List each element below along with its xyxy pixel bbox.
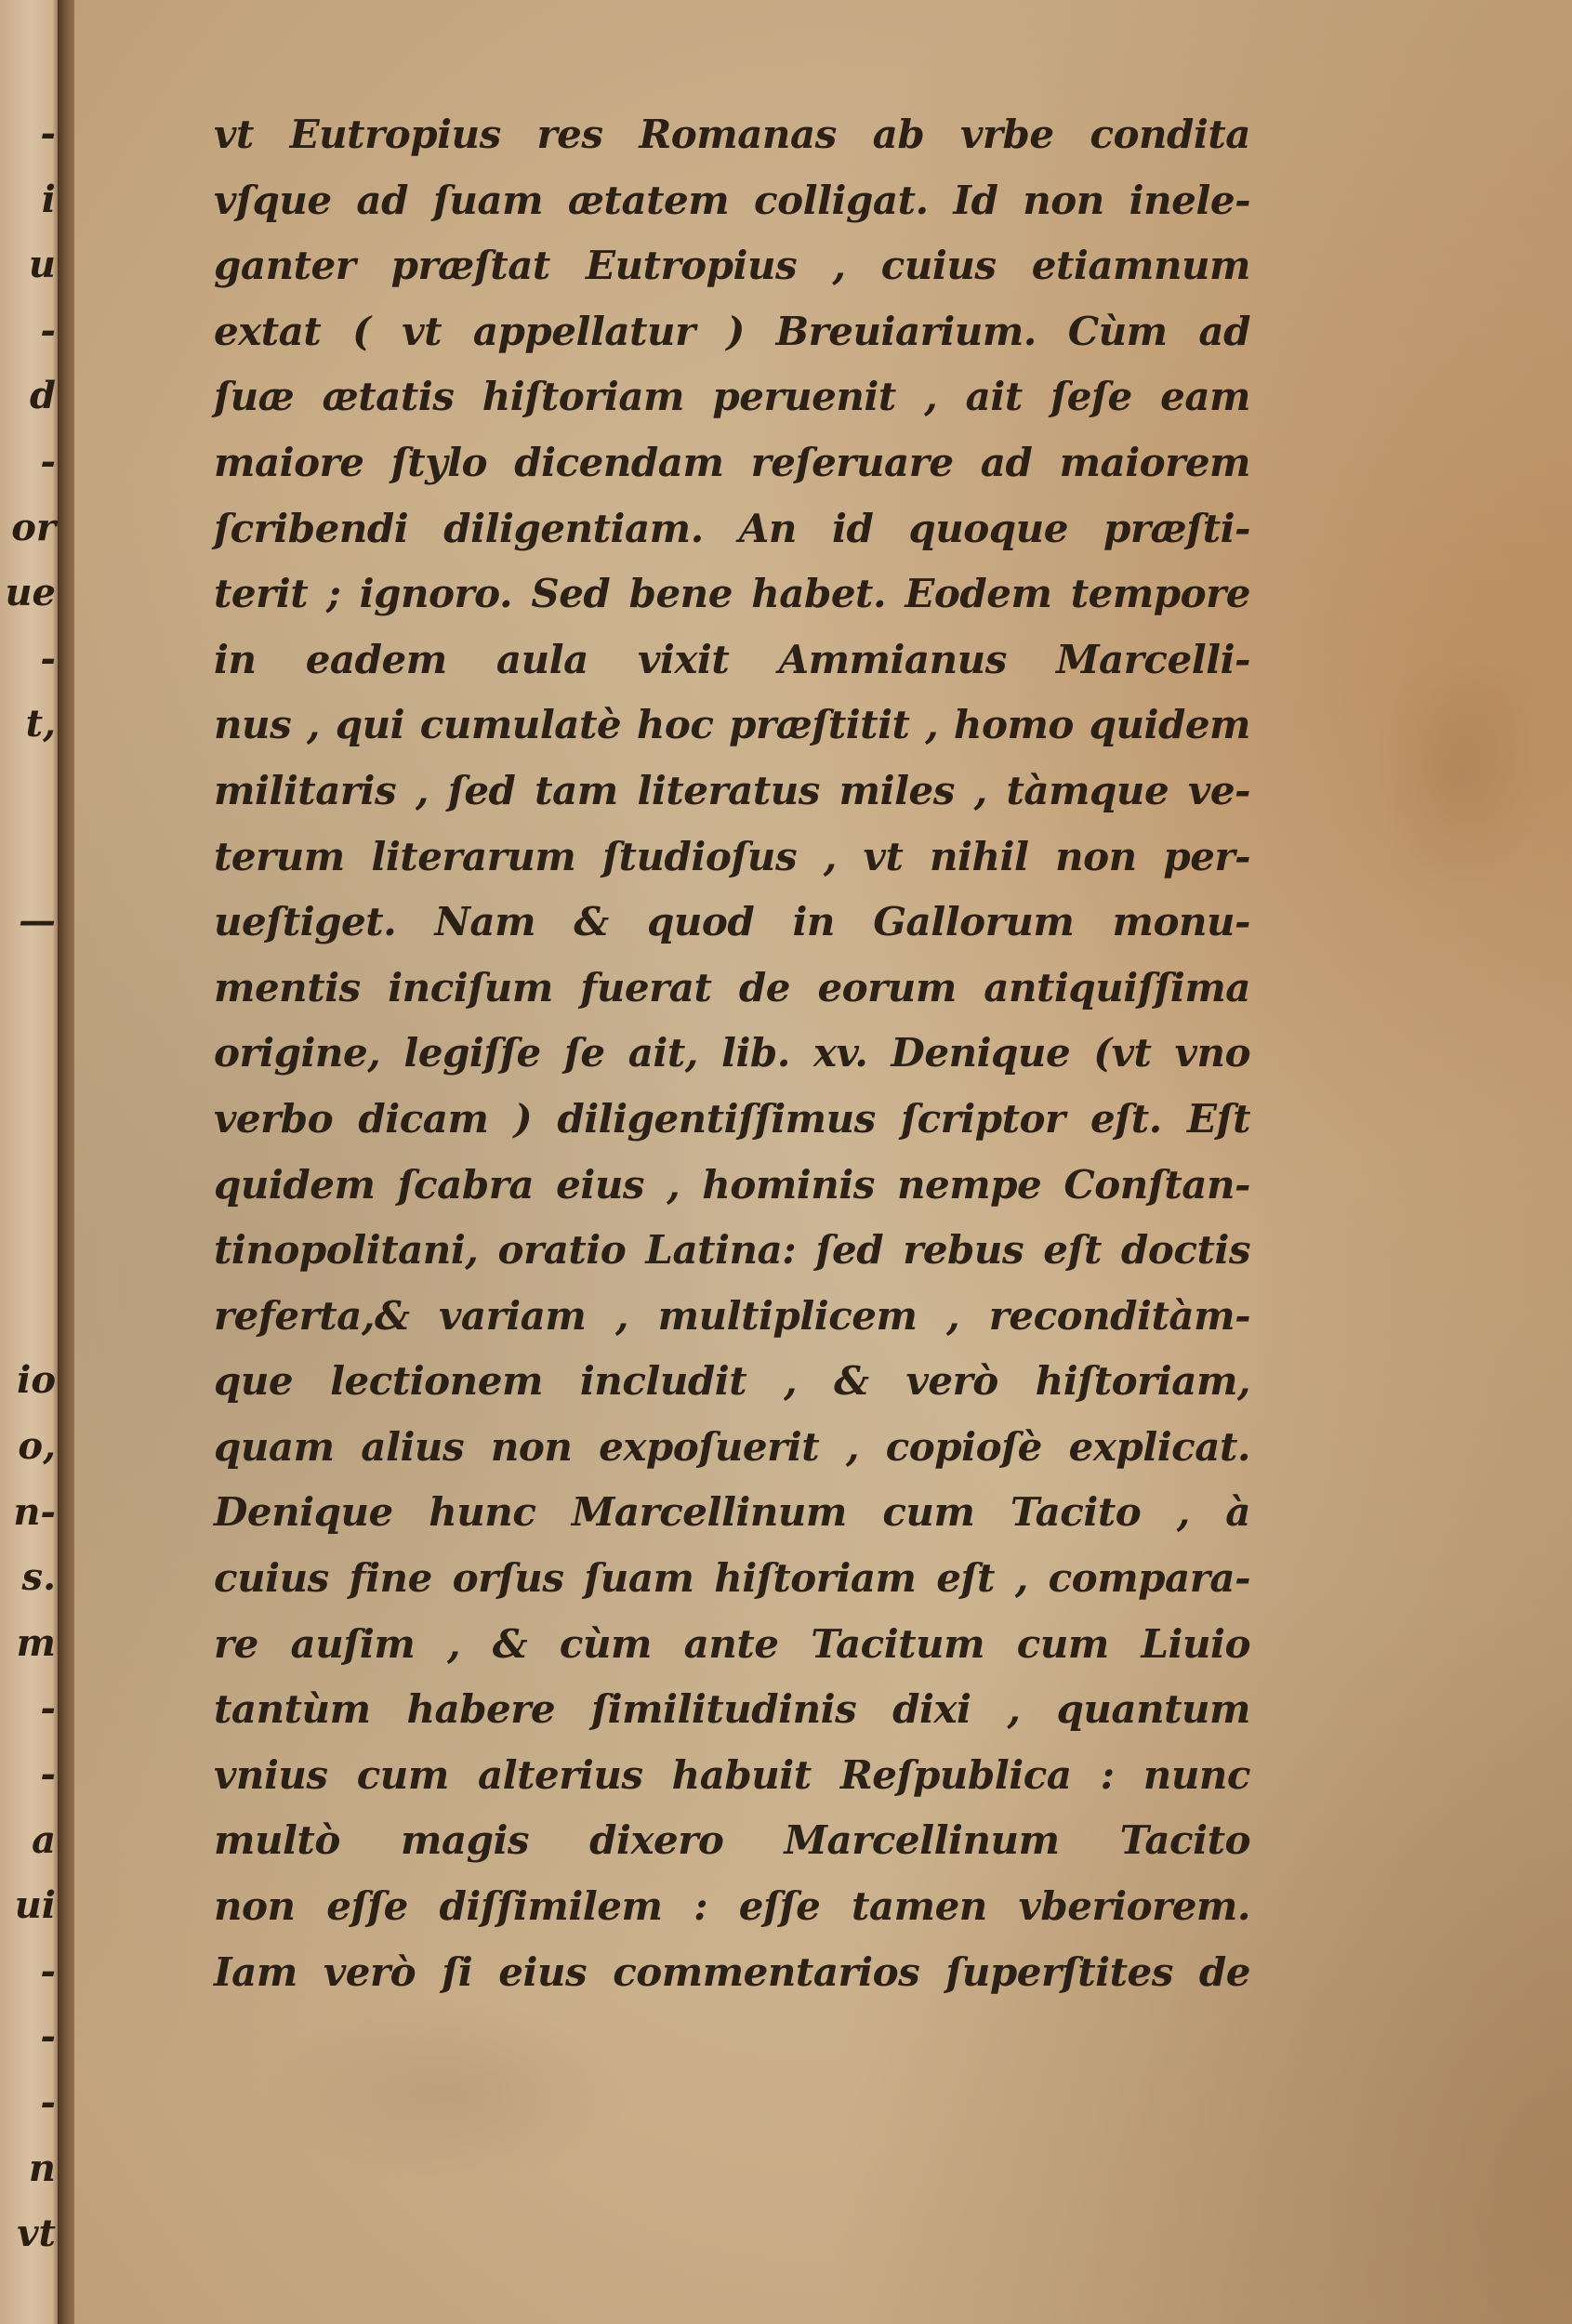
previous-page-fragment: a [32,1817,56,1862]
text-line: tinopolitani, oratio Latina: ſed rebus eſt doctis [214,1227,1250,1274]
previous-page-fragment: u [28,243,56,287]
text-line: quidem ſcabra eius , hominis nempe Conſtan- [214,1161,1250,1208]
previous-page-fragment: - [40,1752,56,1796]
text-line: nus , qui cumulatè hoc præſtitit , homo quidem [214,702,1250,748]
text-line: non eſſe diſſimilem : eſſe tamen vberiorem. [214,1883,1250,1930]
page [74,0,1572,2324]
text-line: re auſim , & cùm ante Tacitum cum Liuio [214,1620,1250,1667]
text-line: extat ( vt appellatur ) Breuiarium. Cùm ad [214,308,1250,354]
text-line: cuius fine orſus ſuam hiſtoriam eſt , compara- [214,1555,1250,1602]
text-line: mentis inciſum fuerat de eorum antiquiſſima [214,964,1250,1010]
text-line: Iam verò ſi eius commentarios ſuperſtites de [214,1948,1250,1995]
text-line: in eadem aula vixit Ammianus Marcelli- [214,636,1250,682]
previous-page-fragment: — [19,899,56,944]
previous-page-fragment: - [40,440,56,483]
text-line: terit ; ignoro. Sed bene habet. Eodem tempore [214,571,1250,617]
previous-page-edge [0,0,61,2324]
previous-page-fragment: ui [14,1883,56,1928]
text-line: vnius cum alterius habuit Reſpublica : nunc [214,1751,1250,1798]
text-line: ſcribendi diligentiam. An id quoque præſti- [214,505,1250,551]
previous-page-fragment: n- [13,1489,56,1534]
text-line: referta,& variam , multiplicem , reconditàm- [214,1292,1250,1339]
previous-page-fragment: m [16,1620,56,1665]
previous-page-fragment: t, [25,702,56,746]
previous-page-fragment: - [40,2080,56,2124]
text-line: terum literarum ſtudioſus , vt nihil non per- [214,833,1250,879]
text-line: vt Eutropius res Romanas ab vrbe condita [214,112,1250,157]
text-line: ueſtiget. Nam & quod in Gallorum monu- [214,899,1250,945]
previous-page-fragment: or [11,505,56,549]
text-line: origine, legiſſe ſe ait, lib. xv. Denique (vt vno [214,1030,1250,1076]
paper-stain [1376,651,1543,892]
previous-page-fragment: o, [18,1424,56,1468]
text-line: ganter præſtat Eutropius , cuius etiamnum [214,243,1250,289]
text-line: multò magis dixero Marcellinum Tacito [214,1817,1250,1864]
previous-page-fragment: - [40,1686,56,1731]
text-line: ſuæ ætatis hiſtoriam peruenit , ait ſeſe eam [214,374,1250,420]
text-line: quam alius non expoſuerit , copioſè explicat. [214,1423,1250,1470]
page-text [214,102,1250,2005]
previous-page-fragment: d [30,374,56,418]
previous-page-fragment: ue [5,571,56,615]
previous-page-fragment: - [40,308,56,352]
previous-page-fragment: - [40,1948,56,1993]
previous-page-fragment: io [17,1358,56,1403]
previous-page-fragment: vt [17,2212,56,2256]
previous-page-fragment: - [40,112,56,155]
previous-page-fragment: - [40,636,56,680]
previous-page-fragment: i [41,177,56,221]
text-line: tantùm habere ſimilitudinis dixi , quantum [214,1686,1250,1733]
text-line: vſque ad ſuam ætatem colligat. Id non inele- [214,177,1250,223]
text-line: Denique hunc Marcellinum cum Tacito , à [214,1489,1250,1536]
text-line: militaris , ſed tam literatus miles , tàmque ve- [214,767,1250,813]
previous-page-fragment: - [40,2014,56,2059]
text-line: que lectionem includit , & verò hiſtoriam, [214,1358,1250,1405]
previous-page-fragment: s. [21,1555,56,1600]
text-line: maiore ſtylo dicendam reſeruare ad maiorem [214,439,1250,485]
paper-stain [260,1999,632,2185]
previous-page-fragment: n [28,2146,56,2190]
text-line: verbo dicam ) diligentiſſimus ſcriptor eſt. Eſt [214,1095,1250,1142]
